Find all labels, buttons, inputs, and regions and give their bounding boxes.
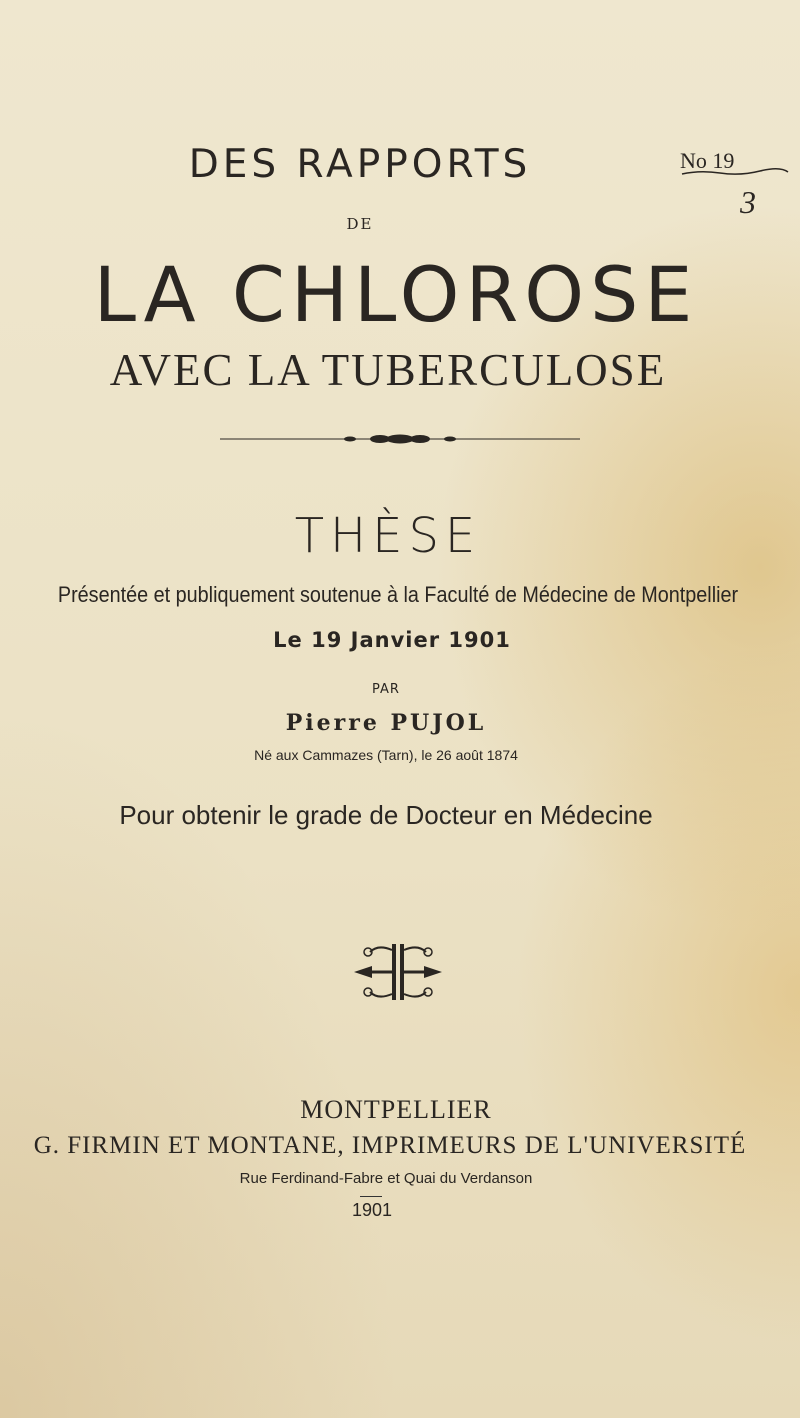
sub-title: AVEC LA TUBERCULOSE	[109, 345, 667, 395]
printer-line: G. FIRMIN ET MONTANE, IMPRIMEURS DE L'UNIVERSITÉ	[33, 1132, 747, 1159]
year-rule	[360, 1196, 382, 1197]
defense-date: Le 19 Janvier 1901	[273, 628, 511, 652]
decorative-rule	[220, 434, 580, 444]
author-name: Pierre PUJOL	[285, 710, 487, 736]
catalog-underline	[680, 166, 790, 178]
catalog-number: No 19	[680, 148, 735, 173]
presentation-line: Présentée et publiquement soutenue à la Faculté de Médecine de Montpellier	[57, 582, 739, 607]
de-label: DE	[346, 215, 374, 233]
city: MONTPELLIER	[300, 1095, 492, 1124]
par-label: PAR	[372, 682, 400, 697]
handwritten-digit: 3	[740, 184, 756, 220]
degree-line: Pour obtenir le grade de Docteur en Médecine	[119, 800, 653, 830]
pre-title: DES RAPPORTS	[188, 142, 532, 187]
publication-year: 1901	[351, 1200, 393, 1220]
printer-address: Rue Ferdinand-Fabre et Quai du Verdanson	[239, 1170, 533, 1187]
author-birth: Né aux Cammazes (Tarn), le 26 août 1874	[254, 747, 518, 763]
these-heading: THÈSE	[294, 508, 482, 564]
fleuron-ornament	[348, 940, 448, 1004]
main-title: LA CHLOROSE	[93, 250, 699, 339]
